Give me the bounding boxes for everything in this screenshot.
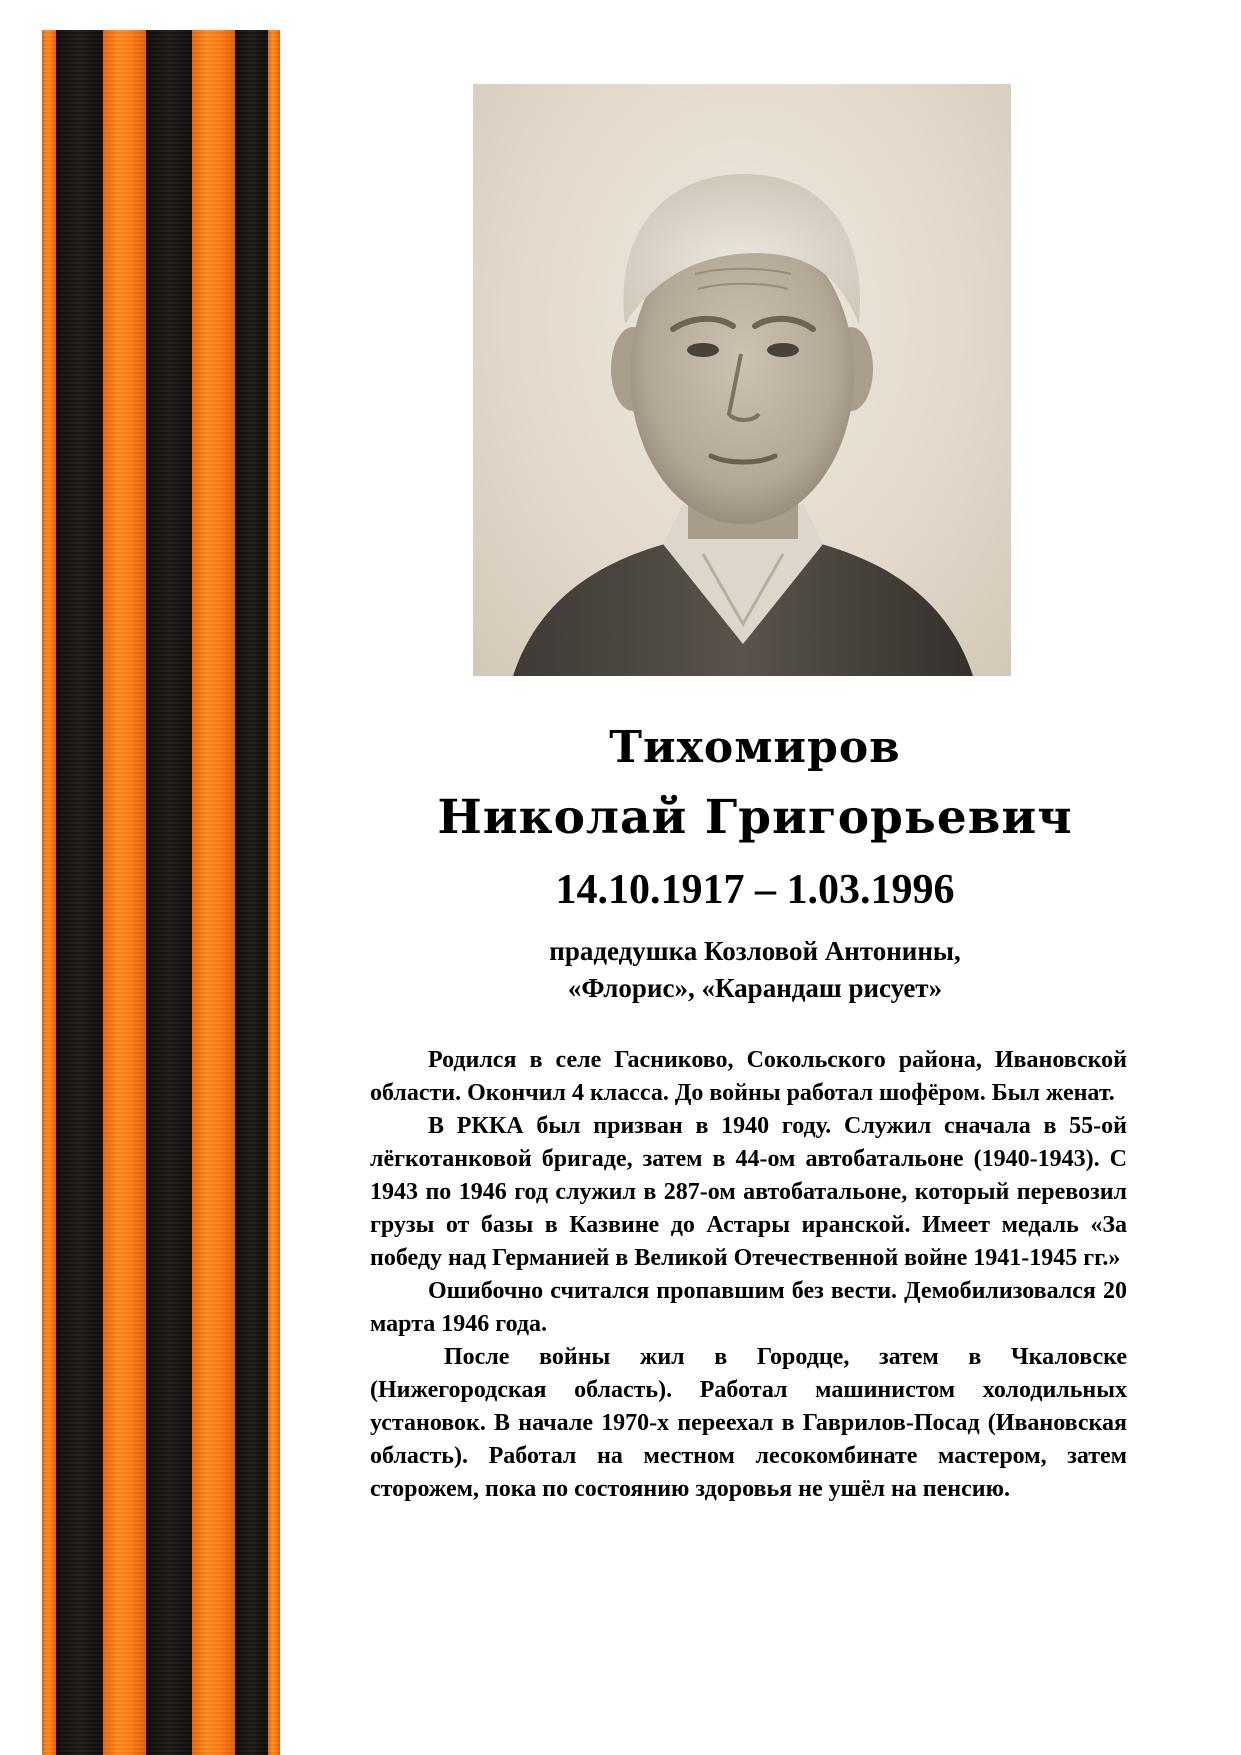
biography-paragraph: В РККА был призван в 1940 году. Служил сначала в 55-ой лёгкотанковой бригаде, затем в 44-ом автобатальоне (1940-1943). С 1943 по 1946 год служил в 287-ом автобатальоне, который перевозил грузы от базы в Казвине до Астары иранской. Имеет медаль «За победу над Германией в Великой Отечественной войне 1941-1945 гг.» bbox=[370, 1113, 1127, 1271]
ribbon-stripe-black bbox=[146, 30, 192, 1755]
relation-line-1: прадедушка Козловой Антонины, bbox=[549, 936, 961, 966]
ribbon-stripe-orange bbox=[192, 30, 235, 1755]
st-george-ribbon bbox=[42, 30, 280, 1755]
biography bbox=[370, 1044, 1127, 1506]
ribbon-stripe-orange bbox=[42, 30, 56, 1755]
person-surname: Тихомиров bbox=[609, 722, 901, 773]
ribbon-stripe-black bbox=[235, 30, 268, 1755]
relation-caption bbox=[360, 933, 1150, 1007]
ribbon-stripe-orange bbox=[268, 30, 280, 1755]
biography-paragraph: Родился в селе Гасниково, Сокольского района, Ивановской области. Окончил 4 класса. До войны работал шофёром. Был женат. bbox=[370, 1047, 1127, 1106]
biography-paragraph: Ошибочно считался пропавшим без вести. Демобилизовался 20 марта 1946 года. bbox=[370, 1278, 1127, 1337]
person-given-names: Николай Григорьевич bbox=[437, 790, 1073, 845]
portrait-illustration bbox=[473, 84, 1011, 676]
portrait-photo bbox=[473, 84, 1011, 676]
ribbon-stripe-black bbox=[56, 30, 103, 1755]
biography-paragraph: После войны жил в Городце, затем в Чкаловске (Нижегородская область). Работал машинистом холодильных установок. В начале 1970-х переехал в Гаврилов-Посад (Ивановская область). Работал на местном лесокомбинате мастером, затем сторожем, пока по состоянию здоровья не ушёл на пенсию. bbox=[370, 1344, 1127, 1502]
relation-line-2: «Флорис», «Карандаш рисует» bbox=[567, 973, 943, 1003]
person-life-dates: 14.10.1917 – 1.03.1996 bbox=[555, 867, 955, 913]
ribbon-stripe-orange bbox=[103, 30, 146, 1755]
